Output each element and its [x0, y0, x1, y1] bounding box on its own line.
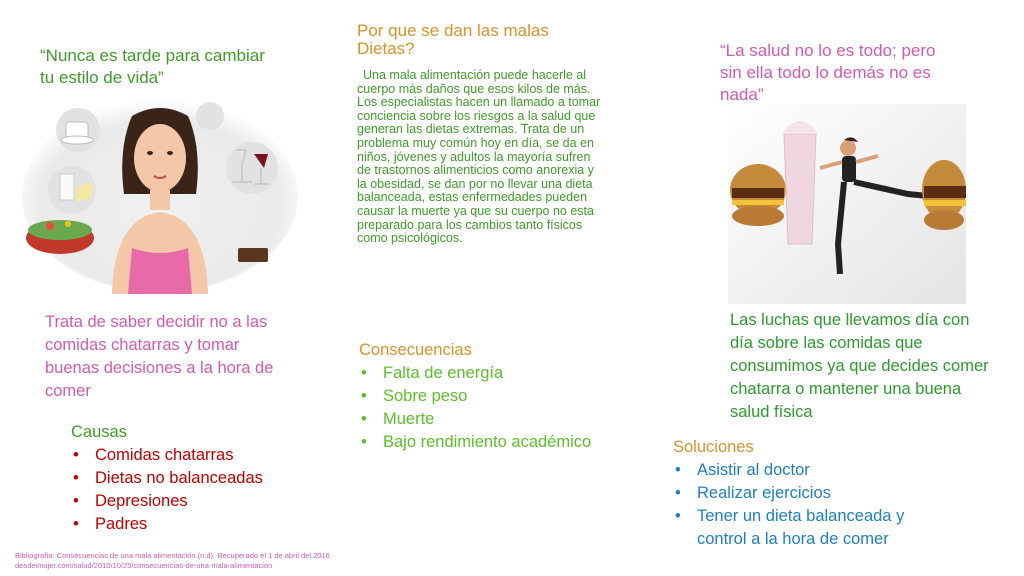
- consecuencias-list: [359, 362, 619, 454]
- right-struggle-text: Las luchas que llevamos día con día sobre las comidas que consumimos ya que decides comer chatarra o mantener una buena salud física: [730, 311, 989, 421]
- middle-paragraph: Una mala alimentación puede hacerle al cuerpo más daños que esos kilos de más. Los especialistas hacen un llamado a tomar conciencia sobre los riesgos a la salud que generan las dietas extremas. Trata de un problema muy común hoy en día, se da en niños, jóvenes y adultos la mayoría sufren de trastornos alimenticios como anorexia y la obesidad, se dan por no llevar una dieta balanceada, estas enfermedades pueden causar la muerte ya que su cuerpo no esta preparado para los cambios tanto físicos como psicológicos.: [357, 68, 601, 246]
- list-item: • Depresiones: [71, 490, 331, 513]
- quote-right: “La salud no lo es todo; pero sin ella todo lo demás no es nada”: [720, 41, 936, 104]
- list-item: • Realizar ejercicios: [673, 482, 943, 505]
- list-item: • Muerte: [359, 408, 619, 431]
- soluciones-title: Soluciones: [673, 438, 754, 456]
- list-item: • Comidas chatarras: [71, 444, 331, 467]
- causas-list: [71, 444, 331, 536]
- bibliography-source: desdeimujer.com/salud/2010/10/25/consecuencias-de-una-mala-alimentación: [15, 561, 273, 570]
- list-item: • Sobre peso: [359, 385, 619, 408]
- list-item: • Dietas no balanceadas: [71, 467, 331, 490]
- list-item: • Asistir al doctor: [673, 459, 943, 482]
- list-item: • Tener un dieta balanceada y control a la hora de comer: [673, 505, 943, 551]
- middle-heading: Por que se dan las malas Dietas?: [357, 21, 549, 58]
- list-item: • Bajo rendimiento académico: [359, 431, 619, 454]
- consecuencias-title: Consecuencias: [359, 341, 472, 359]
- list-item: • Padres: [71, 513, 331, 536]
- left-decision-text: Trata de saber decidir no a las comidas chatarras y tomar buenas decisiones a la hora de comer: [45, 313, 274, 400]
- woman-food-image: [20, 98, 300, 294]
- causas-title: Causas: [71, 423, 127, 441]
- quote-left: “Nunca es tarde para cambiar tu estilo de vida”: [40, 46, 265, 87]
- list-item: • Falta de energía: [359, 362, 619, 385]
- kick-junk-food-image: [728, 104, 966, 304]
- consecuencias-section: [359, 339, 619, 454]
- bibliography: [15, 551, 355, 571]
- causas-section: [71, 421, 331, 536]
- soluciones-section: [673, 436, 943, 551]
- soluciones-list: [673, 459, 943, 551]
- bibliography-line: Bibliografía: Consecuencias de una mala alimentación.(n.d). Recuperado el 1 de abril del 2016: [15, 551, 330, 560]
